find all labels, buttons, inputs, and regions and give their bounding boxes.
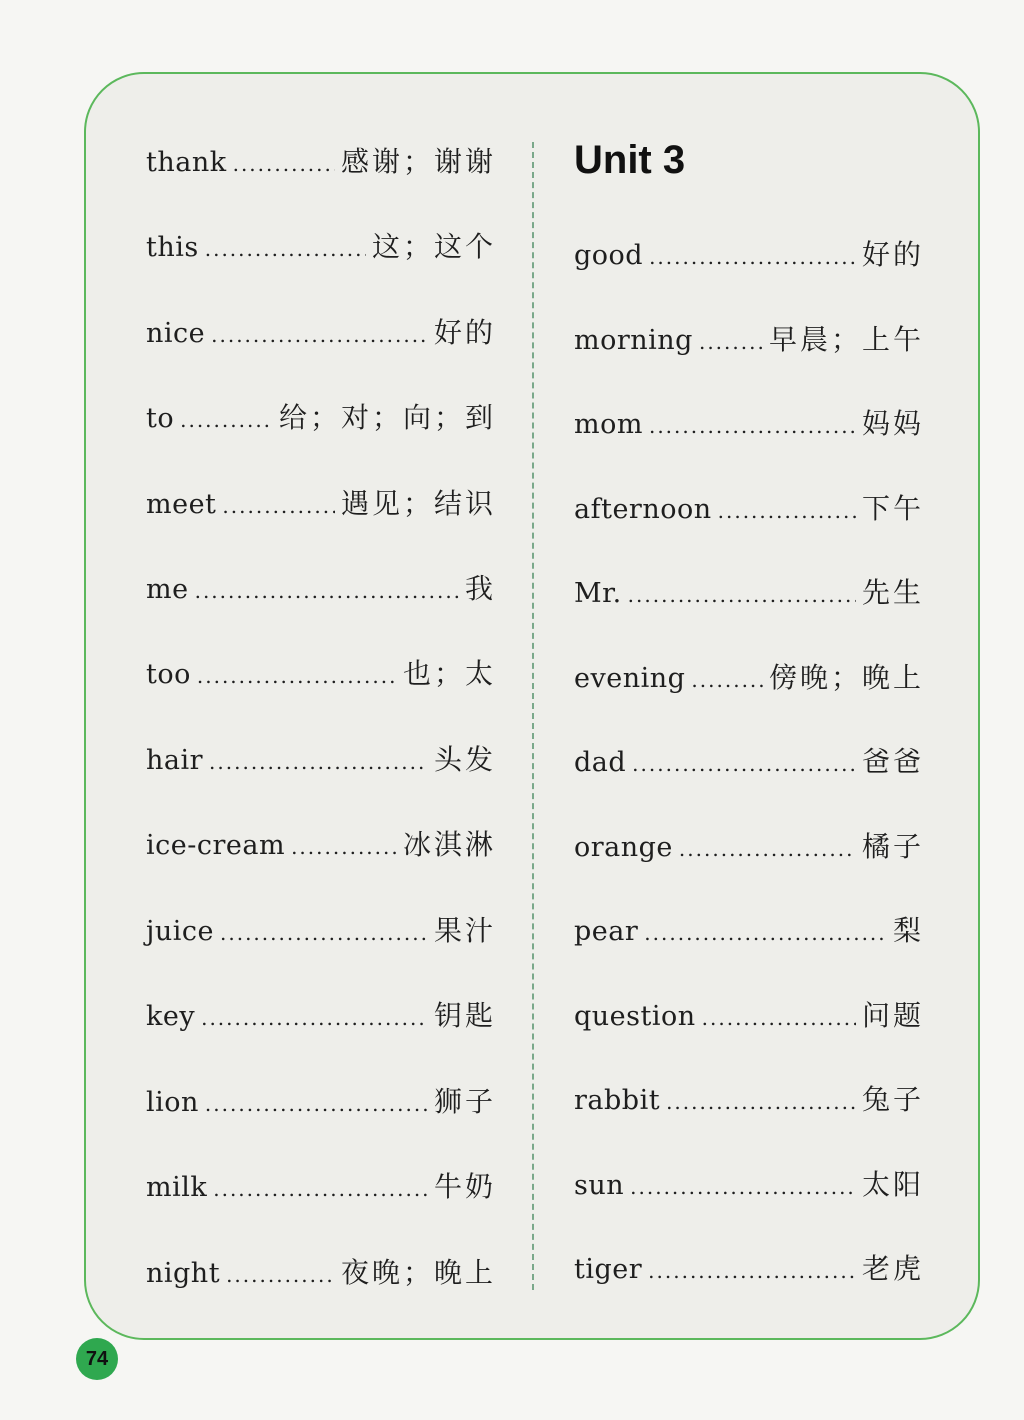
vocab-entry	[574, 233, 924, 273]
vocab-entry	[146, 1165, 496, 1205]
chinese-meaning: 也；太	[402, 657, 496, 690]
chinese-meaning: 遇见；结识	[340, 487, 496, 520]
dot-leader	[195, 579, 459, 603]
vocab-entry	[574, 909, 924, 949]
dot-leader	[648, 1259, 856, 1283]
english-word: question	[574, 1001, 696, 1032]
chinese-meaning: 老虎	[861, 1252, 924, 1285]
vocab-entry	[146, 311, 496, 351]
dot-leader	[197, 664, 397, 688]
chinese-meaning: 夜晚；晚上	[340, 1256, 496, 1289]
vocab-entry	[146, 994, 496, 1034]
chinese-meaning: 傍晚；晚上	[768, 661, 924, 694]
chinese-meaning: 我	[464, 572, 496, 605]
chinese-meaning: 早晨；上午	[768, 323, 924, 356]
vocab-entry	[146, 140, 496, 180]
dot-leader	[718, 499, 856, 523]
chinese-meaning: 先生	[861, 576, 924, 609]
chinese-meaning: 太阳	[861, 1168, 924, 1201]
vocab-entry	[146, 823, 496, 863]
dot-leader	[699, 330, 763, 354]
chinese-meaning: 头发	[433, 743, 496, 776]
english-word: orange	[574, 832, 673, 863]
chinese-meaning: 妈妈	[861, 407, 924, 440]
chinese-meaning: 这；这个	[371, 230, 496, 263]
chinese-meaning: 爸爸	[861, 745, 924, 778]
english-word: good	[574, 240, 644, 271]
dot-leader	[180, 408, 273, 432]
chinese-meaning: 问题	[861, 999, 924, 1032]
chinese-meaning: 梨	[892, 914, 924, 947]
dot-leader	[666, 1090, 856, 1114]
chinese-meaning: 冰淇淋	[402, 828, 496, 861]
chinese-meaning: 狮子	[433, 1085, 496, 1118]
vocab-entry	[146, 567, 496, 607]
dot-leader	[233, 152, 335, 176]
dot-leader	[628, 583, 856, 607]
dot-leader	[205, 237, 366, 261]
vocab-entry	[146, 909, 496, 949]
vocab-entry	[574, 740, 924, 780]
english-word: ice-cream	[146, 830, 286, 861]
vocab-entry	[574, 318, 924, 358]
vocab-entry	[146, 738, 496, 778]
vocab-entry	[574, 1078, 924, 1118]
dot-leader	[691, 668, 763, 692]
dot-leader	[211, 323, 428, 347]
english-word: Mr.	[574, 578, 622, 609]
english-word: night	[146, 1258, 221, 1289]
vocab-entry	[574, 1247, 924, 1287]
dot-leader	[630, 1175, 856, 1199]
english-word: me	[146, 574, 189, 605]
english-word: meet	[146, 489, 217, 520]
english-word: morning	[574, 325, 693, 356]
dot-leader	[222, 494, 335, 518]
english-word: to	[146, 403, 175, 434]
english-word: thank	[146, 147, 227, 178]
dot-leader	[213, 1177, 428, 1201]
chinese-meaning: 橘子	[861, 830, 924, 863]
english-word: rabbit	[574, 1085, 661, 1116]
chinese-meaning: 果汁	[433, 914, 496, 947]
chinese-meaning: 钥匙	[433, 999, 496, 1032]
english-word: tiger	[574, 1254, 643, 1285]
chinese-meaning: 下午	[861, 492, 924, 525]
vocab-entry	[146, 652, 496, 692]
english-word: too	[146, 659, 191, 690]
vocab-entry	[146, 482, 496, 522]
page-number-badge: 74	[76, 1338, 118, 1380]
chinese-meaning: 兔子	[861, 1083, 924, 1116]
vocab-entry	[574, 656, 924, 696]
dot-leader	[644, 921, 887, 945]
vocab-entry	[574, 994, 924, 1034]
vocab-entry	[146, 1251, 496, 1291]
dot-leader	[220, 921, 428, 945]
english-word: lion	[146, 1087, 199, 1118]
dot-leader	[632, 752, 856, 776]
dot-leader	[226, 1263, 335, 1287]
vocab-entry	[574, 825, 924, 865]
english-word: milk	[146, 1172, 208, 1203]
chinese-meaning: 给；对；向；到	[278, 401, 496, 434]
vocab-entry	[146, 396, 496, 436]
unit-heading: Unit 3	[574, 138, 686, 182]
english-word: sun	[574, 1170, 625, 1201]
english-word: nice	[146, 318, 206, 349]
vocab-entry	[146, 1080, 496, 1120]
vocab-entry	[574, 402, 924, 442]
dot-leader	[649, 414, 856, 438]
vocab-entry	[574, 1163, 924, 1203]
column-divider	[532, 142, 534, 1290]
chinese-meaning: 好的	[433, 316, 496, 349]
vocab-entry	[574, 571, 924, 611]
chinese-meaning: 感谢；谢谢	[340, 145, 496, 178]
dot-leader	[649, 245, 856, 269]
english-word: pear	[574, 916, 639, 947]
chinese-meaning: 牛奶	[433, 1170, 496, 1203]
chinese-meaning: 好的	[861, 238, 924, 271]
english-word: dad	[574, 747, 627, 778]
english-word: evening	[574, 663, 686, 694]
dot-leader	[702, 1006, 856, 1030]
english-word: juice	[146, 916, 214, 947]
dot-leader	[209, 750, 428, 774]
english-word: afternoon	[574, 494, 712, 525]
vocab-entry	[574, 487, 924, 527]
english-word: key	[146, 1001, 196, 1032]
dot-leader	[205, 1092, 428, 1116]
english-word: hair	[146, 745, 204, 776]
dot-leader	[679, 837, 856, 861]
english-word: this	[146, 232, 199, 263]
english-word: mom	[574, 409, 643, 440]
dot-leader	[291, 835, 397, 859]
dot-leader	[201, 1006, 428, 1030]
vocab-entry	[146, 225, 496, 265]
